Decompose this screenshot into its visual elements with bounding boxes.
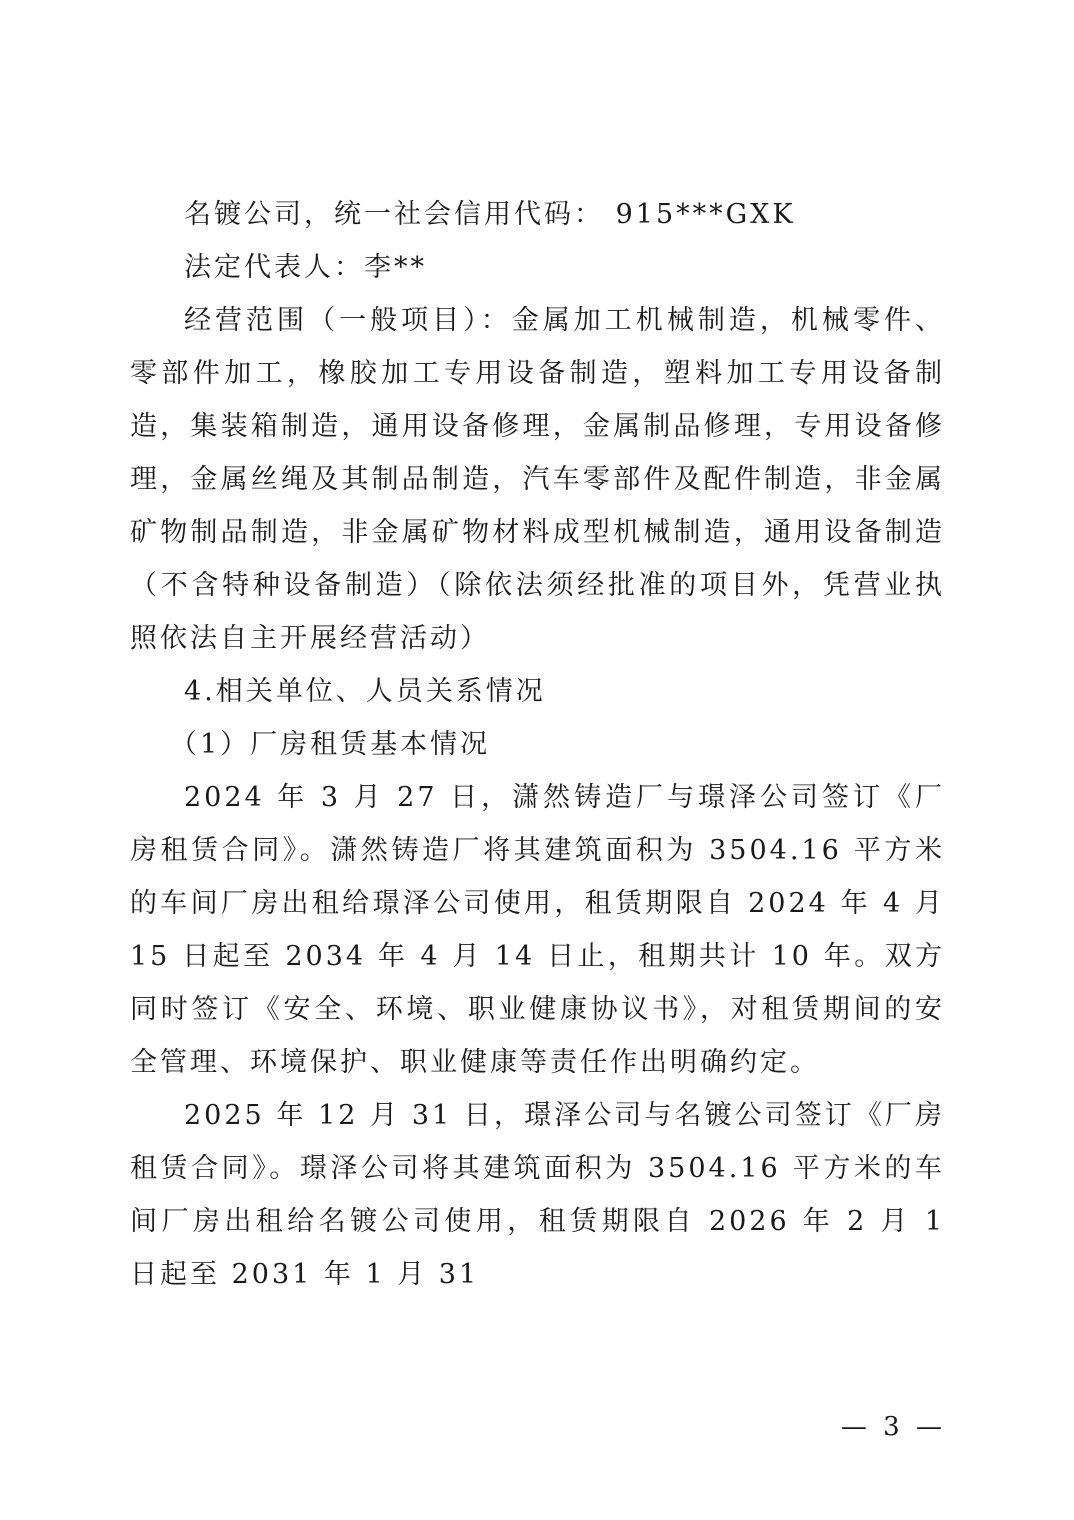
section-heading-relations: 4.相关单位、人员关系情况 <box>184 676 546 707</box>
page-number: — 3 — <box>840 1412 946 1442</box>
paragraph-lease-2025: 2025 年 12 月 31 日，璟泽公司与名镀公司签订《厂房租赁合同》。璟泽公司将其建筑面积为 3504.16 平方米的车间厂房出租给名镀公司使用，租赁期限自 2026 年 2 月 1 日起至 2031 年 1 月 31 <box>130 1100 945 1290</box>
paragraph-business-scope: 经营范围（一般项目）：金属加工机械制造，机械零件、零部件加工，橡胶加工专用设备制造，塑料加工专用设备制造，集装箱制造，通用设备修理，金属制品修理，专用设备修理，金属丝绳及其制品制造，汽车零部件及配件制造，非金属矿物制品制造，非金属矿物材料成型机械制造，通用设备制造（不含特种设备制造）（除依法须经批准的项目外，凭营业执照依法自主开展经营活动） <box>130 305 945 654</box>
subsection-heading-lease: （1）厂房租赁基本情况 <box>170 729 491 760</box>
document-body <box>130 188 945 1301</box>
paragraph-lease-2024: 2024 年 3 月 27 日，潇然铸造厂与璟泽公司签订《厂房租赁合同》。潇然铸造厂将其建筑面积为 3504.16 平方米的车间厂房出租给璟泽公司使用，租赁期限自 2024 年 4 月 15 日起至 2034 年 4 月 14 日止，租期共计 10 年。双方同时签订《安全、环境、职业健康协议书》，对租赁期间的安全管理、环境保护、职业健康等责任作出明确约定。 <box>130 782 945 1078</box>
paragraph-company-credit-code: 名镀公司，统一社会信用代码： 915***GXK <box>184 199 796 230</box>
paragraph-legal-representative: 法定代表人：李** <box>184 252 427 283</box>
